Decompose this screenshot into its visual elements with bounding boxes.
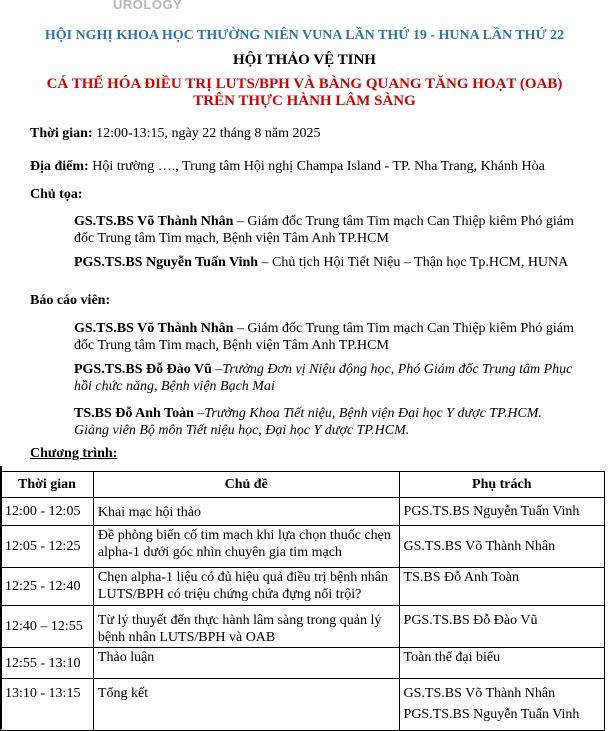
chair-2 — [74, 254, 574, 271]
speaker-1-desc: – Giám đốc Trung tâm Tim mạch Can Thiệp kiêm Phó giám đốc Trung tâm Tim mạch, Bệnh viện Tâm Anh TP.HCM — [74, 321, 574, 353]
table-row — [1, 648, 605, 679]
table-header-row — [1, 472, 605, 498]
speaker-2-name: PGS.TS.BS Đỗ Đào Vũ — [74, 362, 212, 377]
row-lead: GS.TS.BS Võ Thành Nhân — [403, 686, 556, 701]
row-topic: Từ lý thuyết đến thực hành lâm sàng trong quản lý bệnh nhân LUTS/BPH và OAB — [93, 606, 399, 648]
table-row — [1, 568, 605, 606]
row-time: 12:55 - 13:10 — [1, 648, 94, 679]
header-time: Thời gian — [1, 472, 94, 498]
chair-1 — [74, 213, 574, 247]
speaker-2-desc: –Trưởng Đơn vị Niệu động học, Phó Giám đốc Trung tâm Phục hồi chức năng, Bệnh viện Bạch Mai — [74, 362, 573, 394]
row-lead-cell — [399, 679, 604, 731]
speaker-3-name: TS.BS Đỗ Anh Toàn — [74, 406, 194, 421]
chairs-heading: Chủ tọa: — [30, 187, 83, 202]
row-topic: Đề phòng biến cố tim mạch khi lựa chọn thuốc chẹn alpha-1 dưới góc nhìn chuyên gia tim mạch — [93, 526, 399, 568]
program-heading: Chương trình: — [30, 446, 118, 461]
venue-value: Hội trường …., Trung tâm Hội nghị Champa Island - TP. Nha Trang, Khánh Hòa — [88, 159, 545, 174]
row-lead: TS.BS Đỗ Anh Toàn — [399, 568, 604, 606]
row-topic: Khai mạc hội thảo — [93, 498, 399, 526]
speakers-heading: Báo cáo viên: — [30, 293, 111, 308]
conference-title: HỘI NGHỊ KHOA HỌC THƯỜNG NIÊN VUNA LẦN THỨ 19 - HUNA LẦN THỨ 22 — [44, 28, 565, 43]
row-lead: PGS.TS.BS Nguyễn Tuấn Vinh — [399, 498, 604, 526]
time-label: Thời gian: — [30, 126, 93, 141]
topic-line-1: CÁ THỂ HÓA ĐIỀU TRỊ LUTS/BPH VÀ BÀNG QUANG TĂNG HOẠT (OAB) — [46, 76, 563, 92]
chair-2-name: PGS.TS.BS Nguyễn Tuấn Vinh — [74, 255, 259, 270]
row-lead: PGS.TS.BS Đỗ Đào Vũ — [399, 606, 604, 648]
speaker-1-name: GS.TS.BS Võ Thành Nhân — [74, 321, 234, 336]
row-time: 12:40 – 12:55 — [1, 606, 94, 648]
venue-line — [30, 159, 545, 175]
speaker-3-desc: –Trưởng Khoa Tiết niệu, Bệnh viện Đại học Y dược TP.HCM. Giảng viên Bộ môn Tiết niệu học, Đại học Y dược TP.HCM. — [74, 406, 542, 438]
row-lead: GS.TS.BS Võ Thành Nhân — [399, 526, 604, 568]
header-topic: Chủ đề — [93, 472, 399, 498]
venue-label: Địa điểm: — [30, 159, 89, 174]
table-row — [1, 498, 605, 526]
row-lead: Toàn thể đại biểu — [399, 648, 604, 679]
chair-1-name: GS.TS.BS Võ Thành Nhân — [74, 214, 234, 229]
row-lead-2: PGS.TS.BS Nguyễn Tuấn Vinh — [403, 707, 580, 722]
time-value: 12:00-13:15, ngày 22 tháng 8 năm 2025 — [92, 126, 321, 141]
row-time: 13:10 - 13:15 — [1, 679, 94, 731]
chair-1-desc: – Giám đốc Trung tâm Tim mạch Can Thiệp kiêm Phó giám đốc Trung tâm Tim mạch, Bệnh viện Tâm Anh TP.HCM — [74, 214, 574, 246]
row-topic: Thảo luận — [93, 648, 399, 679]
watermark-text: UROLOGY — [113, 0, 183, 12]
table-row — [1, 526, 605, 568]
table-row — [1, 679, 605, 731]
chair-2-desc: – Chủ tịch Hội Tiết Niệu – Thận học Tp.HCM, HUNA — [258, 255, 569, 270]
row-time: 12:25 - 12:40 — [1, 568, 94, 606]
symposium-title: HỘI THẢO VỆ TINH — [233, 52, 376, 68]
header-lead: Phụ trách — [399, 472, 604, 498]
table-row — [1, 606, 605, 648]
topic-line-2: TRÊN THỰC HÀNH LÂM SÀNG — [193, 93, 416, 109]
time-line — [30, 126, 320, 142]
speaker-3 — [74, 405, 574, 439]
row-time: 12:05 - 12:25 — [1, 526, 94, 568]
program-table — [0, 471, 605, 731]
speaker-2 — [74, 361, 574, 395]
row-topic: Tổng kết — [93, 679, 399, 731]
symposium-topic — [0, 76, 609, 110]
row-time: 12:00 - 12:05 — [1, 498, 94, 526]
row-topic: Chẹn alpha-1 liệu có đủ hiệu quả điều trị bệnh nhân LUTS/BPH có triệu chứng chứa đựng nổi trội? — [93, 568, 399, 606]
speaker-1 — [74, 320, 574, 354]
